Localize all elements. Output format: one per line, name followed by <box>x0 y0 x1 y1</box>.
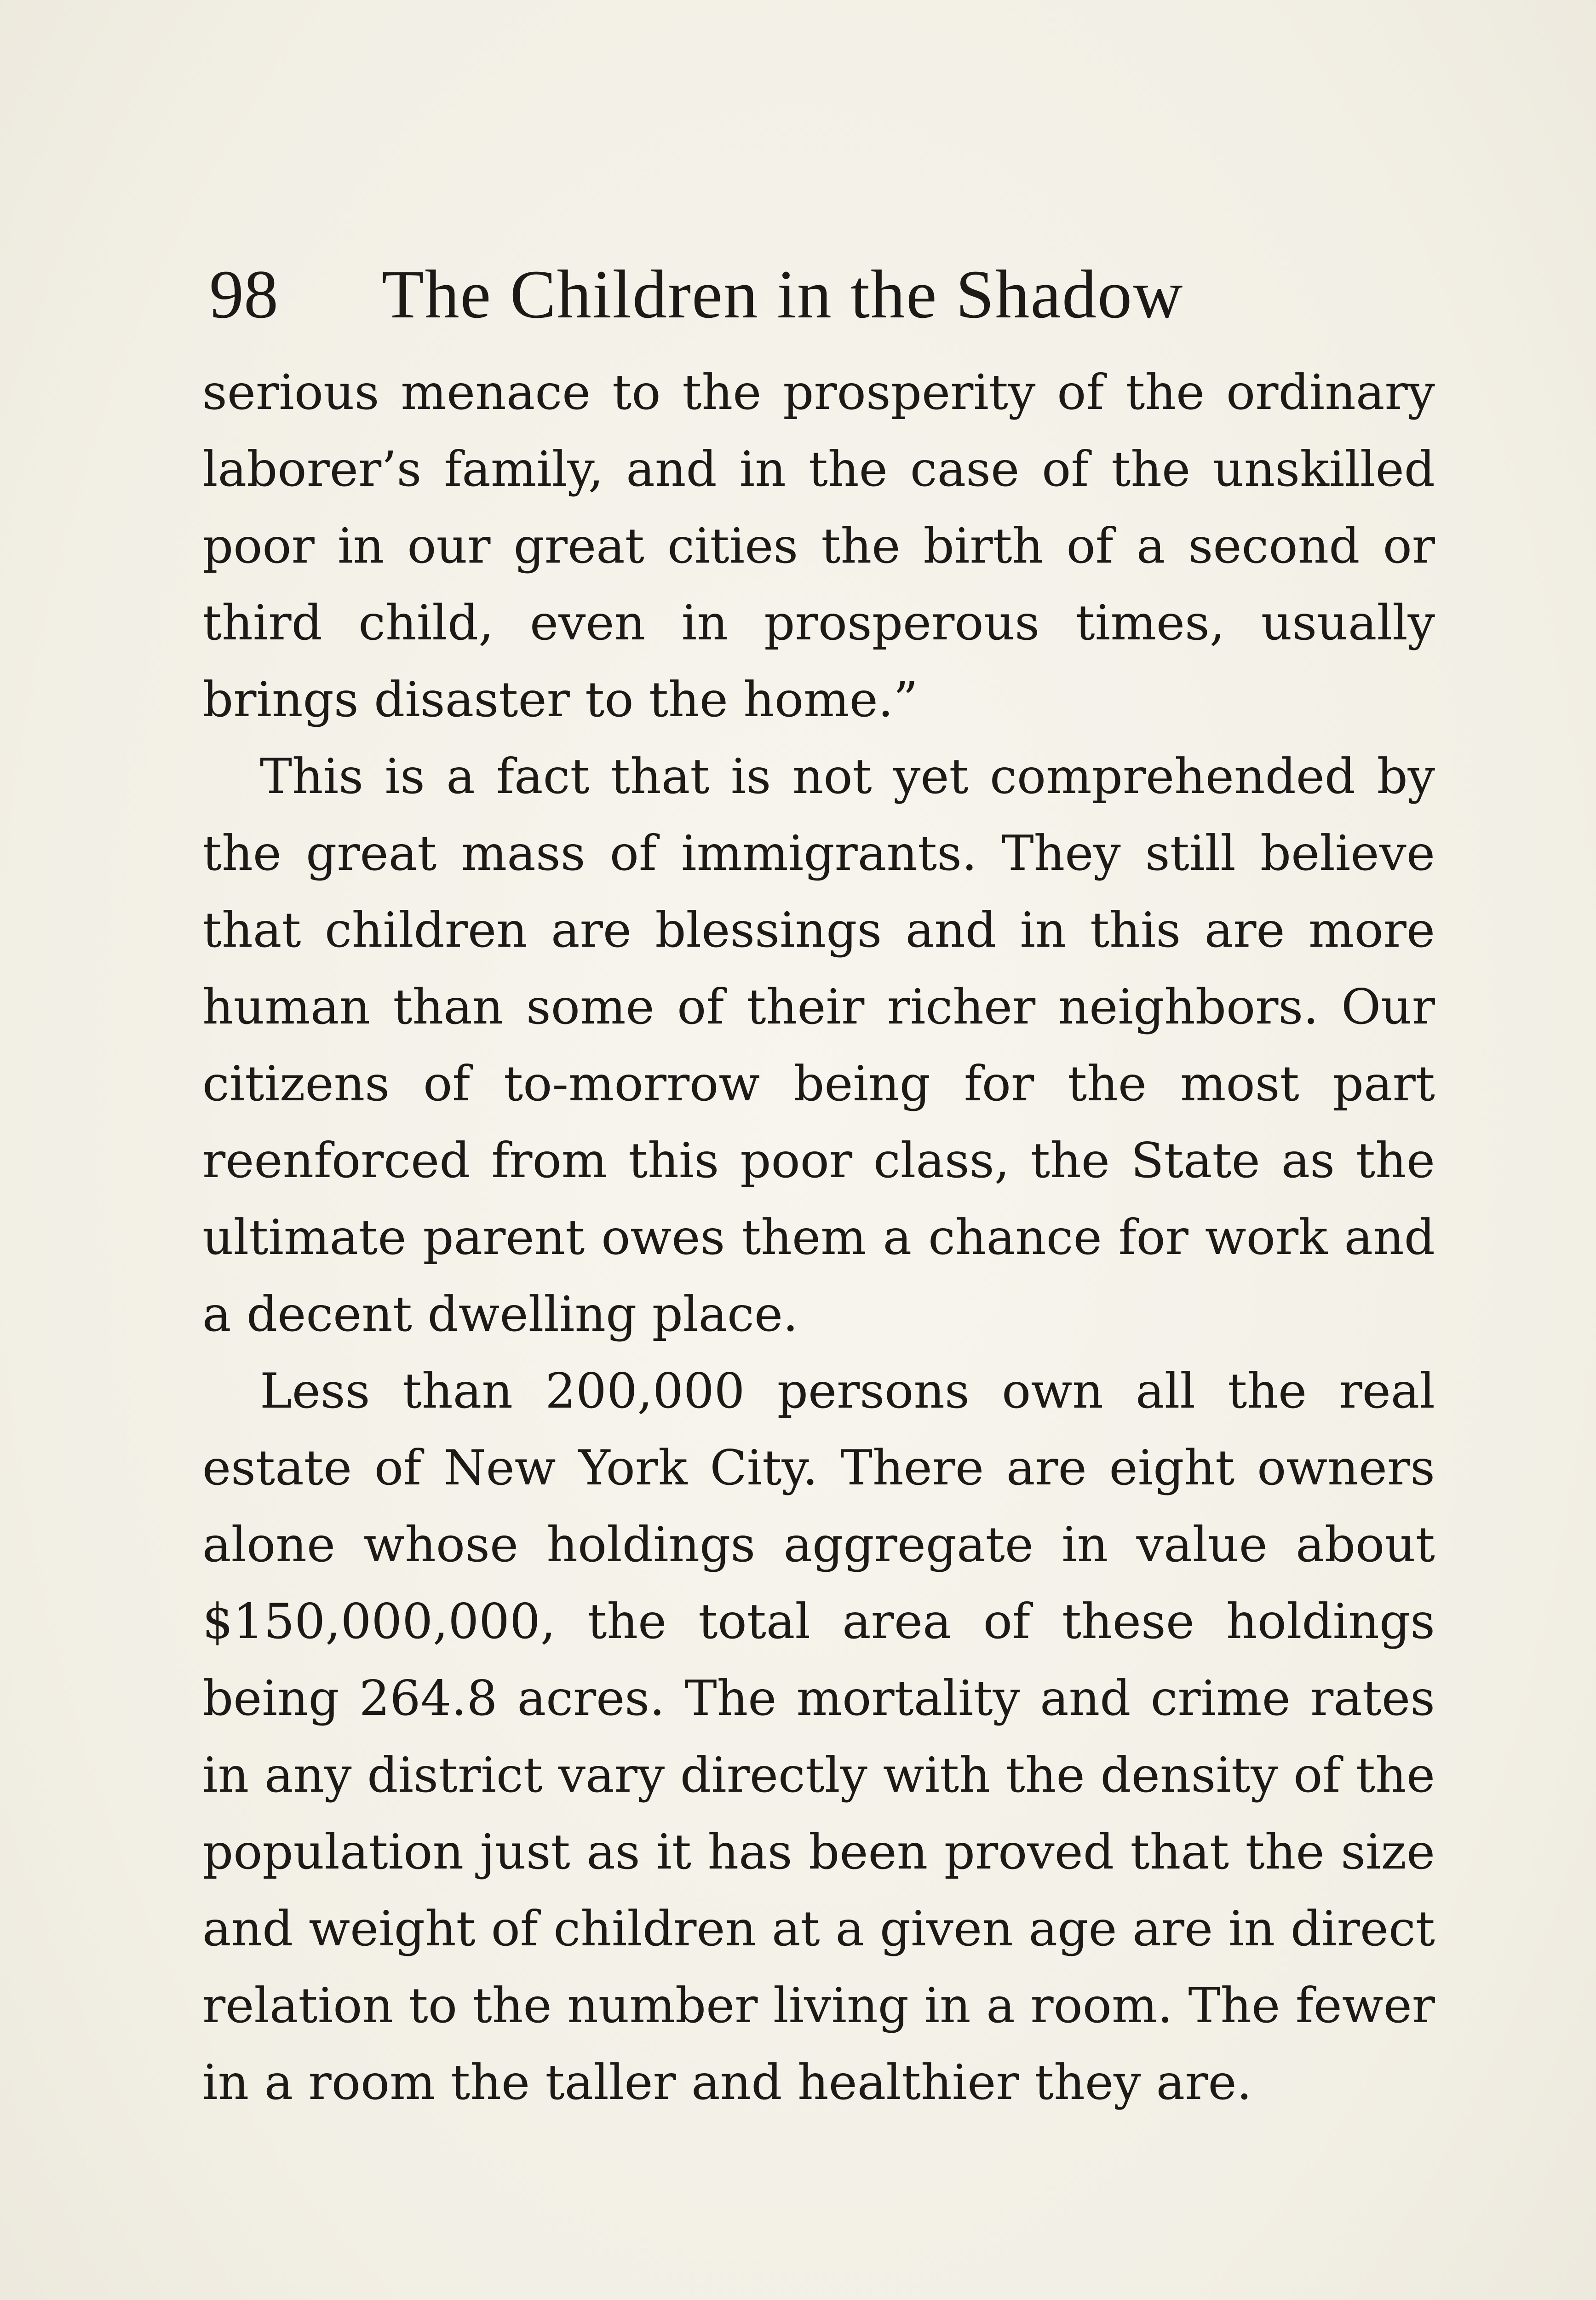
paragraph-continued: serious menace to the prosperity of the ordinary laborer’s family, and in the case of the unskilled poor in our great cities the birth of a second or third child, even in prosperous times, usually brings disaster to the home.” <box>202 364 1435 728</box>
paragraph: This is a fact that is not yet comprehended by the great mass of immigrants. They still believe that children are blessings and in this are more human than some of their richer neighbors. Our citizens of to-morrow being for the most part reenforced from this poor class, the State as the ultimate parent owes them a chance for work and a decent dwelling place. <box>202 748 1435 1342</box>
body-text <box>202 354 1435 2121</box>
page-number: 98 <box>209 256 278 333</box>
running-title: The Children in the Shadow <box>382 256 1184 333</box>
page-header <box>209 239 1451 331</box>
paragraph: Less than 200,000 persons own all the real estate of New York City. There are eight owners alone whose holdings aggregate in value about $150,000,000, the total area of these holdings being 264.8 acres. The mortality and crime rates in any district vary directly with the density of the population just as it has been proved that the size and weight of children at a given age are in direct relation to the number living in a room. The fewer in a room the taller and healthier they are. <box>202 1363 1435 2110</box>
